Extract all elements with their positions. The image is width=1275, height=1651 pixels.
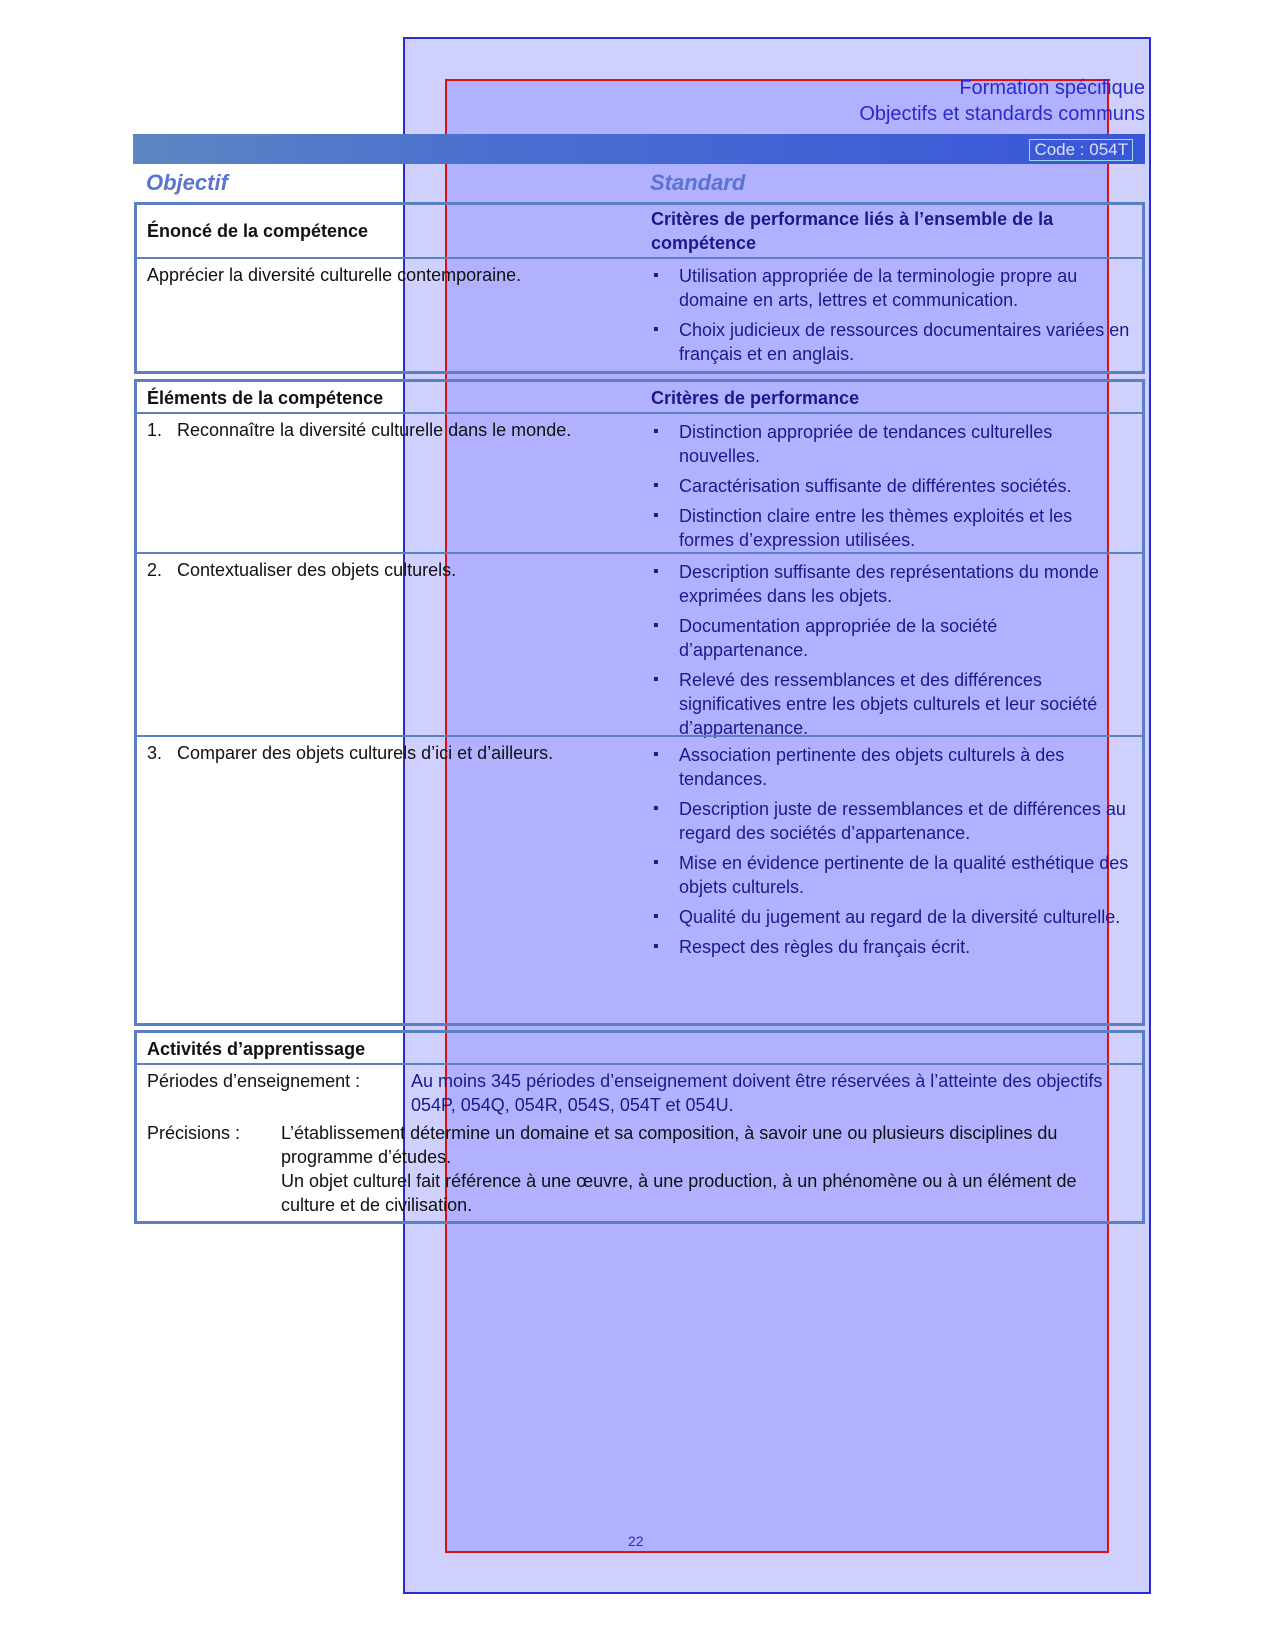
activites-content-row — [137, 1063, 1142, 1221]
criterion: ▪ Caractérisation suffisante de différentes sociétés. — [651, 474, 1131, 498]
elements-criteria-heading: Critères de performance — [651, 388, 860, 408]
element-row-2 — [137, 552, 1142, 737]
activites-heading: Activités d’apprentissage — [147, 1039, 366, 1059]
enonce-header-row — [137, 205, 1142, 255]
section-elements — [134, 379, 1145, 1026]
criterion: ▪ Association pertinente des objets culturels à des tendances. — [651, 743, 1131, 791]
header-line-2: Objectifs et standards communs — [859, 103, 1145, 125]
criterion: ▪ Distinction claire entre les thèmes exploités et les formes d’expression utilisées. — [651, 504, 1131, 552]
header-line-1: Formation spécifique — [959, 77, 1145, 99]
element-number: 2. — [147, 560, 163, 580]
criterion: ▪ Qualité du jugement au regard de la diversité culturelle. — [651, 905, 1131, 929]
precision-1: L’établissement détermine un domaine et sa composition, à savoir une ou plusieurs disciplines du programme d’études. — [281, 1123, 1058, 1167]
criterion: ▪ Respect des règles du français écrit. — [651, 935, 1131, 959]
element-number: 1. — [147, 420, 163, 440]
element-text: Comparer des objets culturels d’ici et d’ailleurs. — [177, 743, 554, 763]
enonce-text: Apprécier la diversité culturelle contemporaine. — [147, 265, 522, 285]
element-row-1 — [137, 412, 1142, 554]
precisions-row — [147, 1121, 1132, 1221]
element-text: Contextualiser des objets culturels. — [177, 560, 457, 580]
criterion: ▪ Mise en évidence pertinente de la qualité esthétique des objets culturels. — [651, 851, 1131, 899]
criterion: ▪ Documentation appropriée de la société d’appartenance. — [651, 614, 1131, 662]
precisions-text — [281, 1121, 1092, 1217]
periodes-label: Périodes d’enseignement : — [147, 1071, 361, 1091]
enonce-heading: Énoncé de la compétence — [147, 221, 369, 241]
column-title-objectif: Objectif — [146, 170, 228, 195]
column-title-standard: Standard — [650, 170, 746, 195]
elements-header-row — [137, 382, 1142, 412]
element-text: Reconnaître la diversité culturelle dans le monde. — [177, 420, 572, 440]
enonce-criterion: ▪ Utilisation appropriée de la terminologie propre au domaine en arts, lettres et communication. — [651, 264, 1131, 312]
periodes-row — [147, 1069, 1132, 1119]
page-number: 22 — [628, 1533, 644, 1549]
precisions-label: Précisions : — [147, 1123, 241, 1143]
element-1-criteria — [651, 420, 1131, 558]
section-enonce — [134, 202, 1145, 374]
code-bar — [133, 134, 1145, 164]
precision-2: Un objet culturel fait référence à une œuvre, à une production, à un phénomène ou à un élément de culture et de civilisation. — [281, 1171, 1077, 1215]
criterion: ▪ Distinction appropriée de tendances culturelles nouvelles. — [651, 420, 1131, 468]
enonce-criteria — [651, 264, 1131, 372]
elements-heading: Éléments de la compétence — [147, 388, 384, 408]
enonce-content-row — [137, 257, 1142, 371]
criterion: ▪ Relevé des ressemblances et des différences significatives entre les objets culturels et leur société d’appartenance. — [651, 668, 1131, 740]
element-row-3 — [137, 735, 1142, 1023]
element-number: 3. — [147, 743, 163, 763]
element-3-criteria — [651, 743, 1131, 965]
enonce-criteria-heading: Critères de performance liés à l’ensemble de la compétence — [651, 209, 1054, 253]
element-3 — [147, 741, 677, 765]
periodes-text: Au moins 345 périodes d’enseignement doivent être réservées à l’atteinte des objectifs 054P, 054Q, 054R, 054S, 054T et 054U. — [411, 1071, 1103, 1115]
enonce-criterion: ▪ Choix judicieux de ressources documentaires variées en français et en anglais. — [651, 318, 1131, 366]
code-label: Code : 054T — [1029, 139, 1133, 161]
element-2 — [147, 558, 677, 582]
criterion: ▪ Description juste de ressemblances et de différences au regard des sociétés d’appartenance. — [651, 797, 1131, 845]
section-activites — [134, 1030, 1145, 1224]
activites-header-row — [137, 1033, 1142, 1063]
criterion: ▪ Description suffisante des représentations du monde exprimées dans les objets. — [651, 560, 1131, 608]
element-2-criteria — [651, 560, 1131, 746]
element-1 — [147, 418, 677, 442]
